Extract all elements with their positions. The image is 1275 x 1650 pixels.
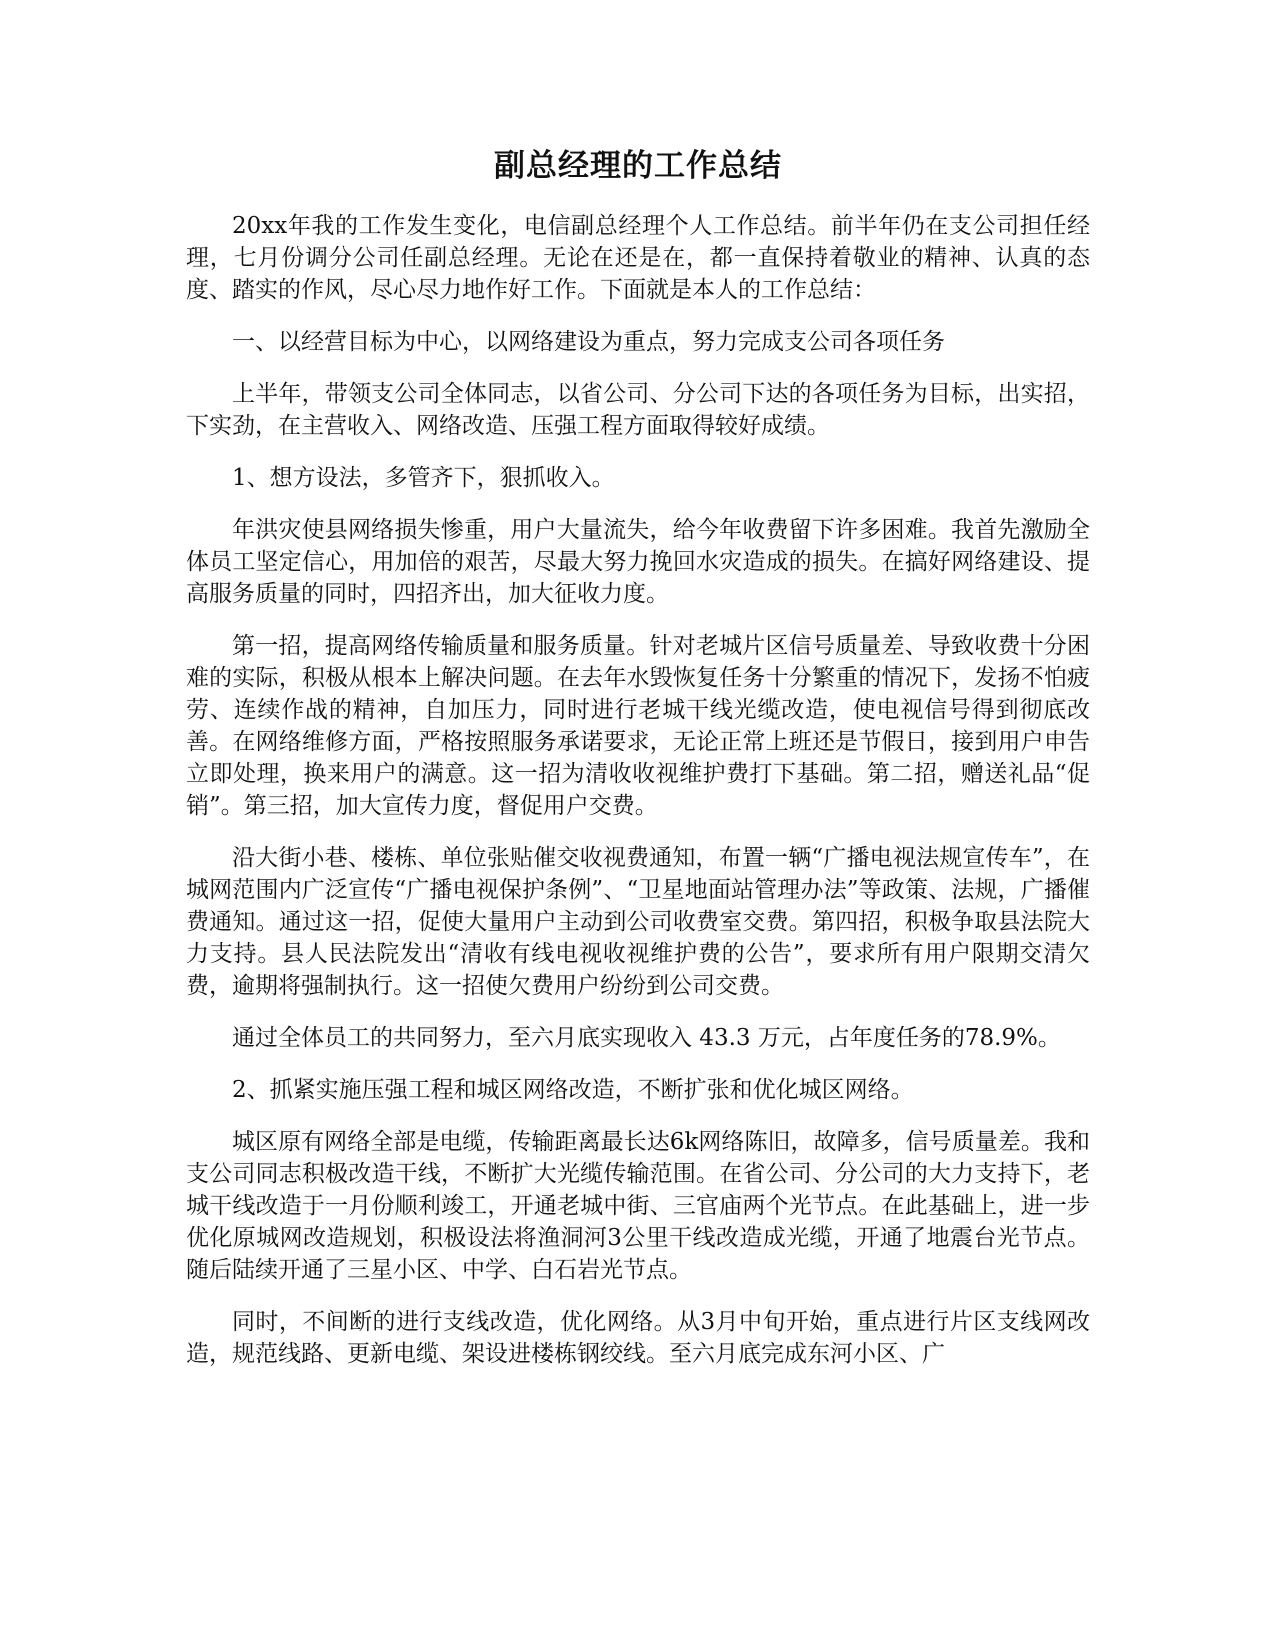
paragraph: 城区原有网络全部是电缆，传输距离最长达6k网络陈旧，故障多，信号质量差。我和支公司同志积极改造干线，不断扩大光缆传输范围。在省公司、分公司的大力支持下，老城干线改造于一月份顺利竣工，开通老城中街、三官庙两个光节点。在此基础上，进一步优化原城网改造规划，积极设法将渔洞河3公里干线改造成光缆，开通了地震台光节点。随后陆续开通了三星小区、中学、白石岩光节点。: [186, 1129, 1090, 1283]
paragraph: 年洪灾使县网络损失惨重，用户大量流失，给今年收费留下许多困难。我首先激励全体员工坚定信心，用加倍的艰苦，尽最大努力挽回水灾造成的损失。在搞好网络建设、提高服务质量的同时，四招齐出，加大征收力度。: [186, 517, 1090, 607]
subsection-heading-2: 2、抓紧实施压强工程和城区网络改造，不断扩张和优化城区网络。: [232, 1077, 914, 1103]
paragraph-intro: 20xx年我的工作发生变化，电信副总经理个人工作总结。前半年仍在支公司担任经理，七月份调分公司任副总经理。无论在还是在，都一直保持着敬业的精神、认真的态度、踏实的作风，尽心尽力地作好工作。下面就是本人的工作总结：: [186, 213, 1090, 303]
paragraph: 上半年，带领支公司全体同志，以省公司、分公司下达的各项任务为目标，出实招，下实劲，在主营收入、网络改造、压强工程方面取得较好成绩。: [186, 381, 1090, 439]
paragraph: 第一招，提高网络传输质量和服务质量。针对老城片区信号质量差、导致收费十分困难的实际，积极从根本上解决问题。在去年水毁恢复任务十分繁重的情况下，发扬不怕疲劳、连续作战的精神，自加压力，同时进行老城干线光缆改造，使电视信号得到彻底改善。在网络维修方面，严格按照服务承诺要求，无论正常上班还是节假日，接到用户申告立即处理，换来用户的满意。这一招为清收收视维护费打下基础。第二招，赠送礼品“促销”。第三招，加大宣传力度，督促用户交费。: [186, 633, 1090, 819]
document-title: 副总经理的工作总结: [494, 148, 782, 184]
paragraph: 通过全体员工的共同努力，至六月底实现收入 43.3 万元，占年度任务的78.9%。: [232, 1025, 1061, 1051]
section-heading-1: 一、以经营目标为中心，以网络建设为重点，努力完成支公司各项任务: [232, 329, 945, 355]
paragraph: 同时，不间断的进行支线改造，优化网络。从3月中旬开始，重点进行片区支线网改造，规范线路、更新电缆、架设进楼栋钢绞线。至六月底完成东河小区、广: [186, 1309, 1090, 1367]
paragraph: 沿大街小巷、楼栋、单位张贴催交收视费通知，布置一辆“广播电视法规宣传车”，在城网范围内广泛宣传“广播电视保护条例”、“卫星地面站管理办法”等政策、法规，广播催费通知。通过这一招，促使大量用户主动到公司收费室交费。第四招，积极争取县法院大力支持。县人民法院发出“清收有线电视收视维护费的公告”，要求所有用户限期交清欠费，逾期将强制执行。这一招使欠费用户纷纷到公司交费。: [186, 845, 1090, 999]
subsection-heading-1: 1、想方设法，多管齐下，狠抓收入。: [232, 465, 615, 491]
document-body: [186, 146, 1090, 1390]
